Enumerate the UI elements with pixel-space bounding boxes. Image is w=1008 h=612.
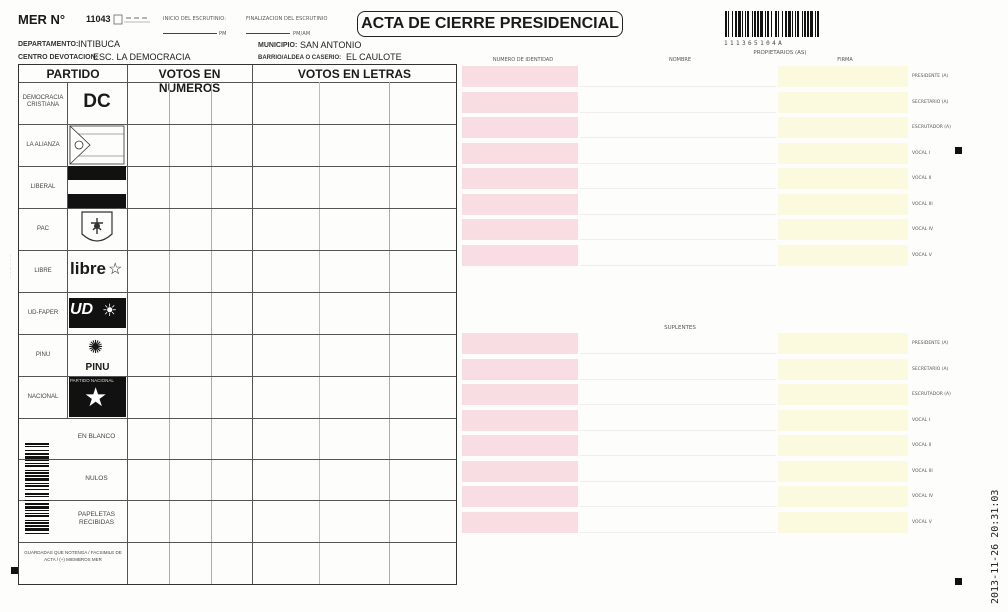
barcode-bar <box>25 478 49 481</box>
suplentes-role-label: VOCAL III <box>912 468 933 474</box>
propietarios-signature-field[interactable] <box>778 92 908 113</box>
star-icon: ☆ <box>108 261 123 278</box>
barcode-bar <box>725 11 727 37</box>
header-partido: PARTIDO <box>46 67 100 81</box>
suplentes-id-field[interactable] <box>462 359 578 380</box>
barcode-bar <box>778 11 779 37</box>
barcode-bar <box>25 463 49 464</box>
votes-letters-area[interactable] <box>253 83 456 541</box>
party-name-pac: PAC <box>37 226 49 232</box>
barcode-bar <box>810 11 813 37</box>
inicio-label: INICIO DEL ESCRUTINIO: <box>163 16 226 22</box>
barcode-bar <box>802 11 803 37</box>
barcode-bar <box>25 489 49 490</box>
propietarios-signature-field[interactable] <box>778 117 908 138</box>
barcode-bar <box>765 11 766 37</box>
registration-mark <box>955 578 962 585</box>
barcode-bar <box>25 533 49 534</box>
propietarios-role-label: PRESIDENTE (A) <box>912 74 949 79</box>
party-name-dc: DEMOCRACIA CRISTIANA <box>22 95 64 108</box>
propietarios-name-field[interactable] <box>580 143 776 164</box>
nacional-logo-text: PARTIDO NACIONAL <box>70 378 114 383</box>
propietarios-name-field[interactable] <box>580 92 776 113</box>
suplentes-name-field[interactable] <box>580 384 776 405</box>
suplentes-signature-field[interactable] <box>778 410 908 431</box>
pinu-logo-text: PINU <box>85 362 110 373</box>
propietarios-id-field[interactable] <box>462 245 578 266</box>
barcode-bar <box>25 506 49 509</box>
barcode-bar <box>757 11 759 37</box>
timestamp-text: 2013-11-26 20:31:03 <box>990 489 1001 604</box>
barcode-bar <box>25 515 49 517</box>
propietarios-name-field[interactable] <box>580 168 776 189</box>
inicio-suffix: PM <box>219 31 227 37</box>
suplentes-id-field[interactable] <box>462 512 578 533</box>
barcode-bar <box>25 520 49 521</box>
barcode-bar <box>25 500 49 501</box>
registration-mark <box>955 147 962 154</box>
suplentes-role-label: VOCAL V <box>912 519 932 525</box>
barcode-bar <box>752 11 753 37</box>
propietarios-role-label: SECRETARIO (A) <box>912 99 949 105</box>
propietarios-role-label: ESCRUTADOR (A) <box>912 125 951 130</box>
sun-icon: ☀ <box>102 301 118 320</box>
registration-mark <box>11 567 18 574</box>
barcode-bar <box>25 522 49 524</box>
barcode-bar <box>788 11 791 37</box>
party-name-alianza: LA ALIANZA <box>26 142 60 148</box>
suplentes-signature-field[interactable] <box>778 486 908 507</box>
barcode-bar <box>25 453 49 455</box>
header-votos-numeros: VOTOS EN NUMEROS <box>158 67 221 95</box>
pac-logo <box>67 208 126 250</box>
barcode-bar <box>25 493 49 495</box>
suplentes-signature-field[interactable] <box>778 435 908 456</box>
suplentes-name-field[interactable] <box>580 410 776 431</box>
emblem-icon <box>112 12 152 26</box>
col-head-id: NUMERO DE IDENTIDAD <box>492 57 554 63</box>
col-head-nombre: NOMBRE <box>668 57 692 63</box>
barcode-bar <box>25 472 49 474</box>
wheel-icon: ✺ <box>88 337 104 357</box>
ud-logo-text: UD <box>70 301 94 318</box>
final-field[interactable] <box>246 24 290 34</box>
propietarios-signature-field[interactable] <box>778 219 908 240</box>
barcode-bar <box>782 11 783 37</box>
propietarios-name-field[interactable] <box>580 194 776 215</box>
barcode-bar <box>25 443 49 445</box>
barcode-top <box>724 11 820 37</box>
propietarios-signature-field[interactable] <box>778 66 908 87</box>
side-print <box>8 190 16 280</box>
barrio-value: EL CAULOTE <box>346 52 402 62</box>
side-print-text: ·· ·· ··· ·· ·· ·· <box>8 255 13 278</box>
votes-numbers-area[interactable] <box>128 83 252 541</box>
col-head-firma: FIRMA <box>837 57 853 63</box>
suplentes-role-label: VOCAL II <box>912 443 932 448</box>
barcode-bar <box>25 446 49 447</box>
propietarios-signature-field[interactable] <box>778 143 908 164</box>
barcode-bar <box>25 465 49 467</box>
inicio-field[interactable] <box>163 24 217 34</box>
barcode-bar <box>760 11 763 37</box>
party-name-ud-faper: UD-FAPER <box>27 310 59 316</box>
suplentes-role-label: VOCAL I <box>912 417 931 423</box>
barcode-bar <box>728 11 729 37</box>
row-label-nulos: NULOS <box>85 475 108 482</box>
centro-label: CENTRO DEVOTACION: <box>18 54 98 61</box>
barcode-bar <box>817 11 819 37</box>
suplentes-id-field[interactable] <box>462 486 578 507</box>
row-label-papeletas-recibidas: PAPELETAS RECIBIDAS <box>78 511 115 526</box>
barcode-bar <box>742 11 743 37</box>
propietarios-id-field[interactable] <box>462 168 578 189</box>
party-name-pinu: PINU <box>35 352 51 358</box>
barcode-bar <box>804 11 806 37</box>
centro-value: ESC. LA DEMOCRACIA <box>93 52 191 62</box>
barcode-bar <box>815 11 816 37</box>
propietarios-role-label: VOCAL III <box>912 201 933 207</box>
header-votos-letras: VOTOS EN LETRAS <box>297 67 412 81</box>
barcode-bar <box>25 450 49 451</box>
suplentes-role-label: VOCAL IV <box>912 494 934 499</box>
barcode-bar <box>25 496 49 497</box>
barcode-bar <box>747 11 749 37</box>
barcode-bar <box>25 528 49 531</box>
barcode-digits: 111365104A <box>724 40 785 47</box>
municipio-value: SAN ANTONIO <box>300 40 362 50</box>
party-name-nacional: NACIONAL <box>27 394 59 400</box>
suplentes-id-field[interactable] <box>462 410 578 431</box>
suplentes-signature-field[interactable] <box>778 384 908 405</box>
suplentes-name-field[interactable] <box>580 359 776 380</box>
propietarios-role-label: VOCAL I <box>912 150 931 156</box>
document-title: ACTA DE CIERRE PRESIDENCIAL <box>357 11 623 37</box>
suplentes-role-label: ESCRUTADOR (A) <box>912 392 951 397</box>
departamento-label: DEPARTAMENTO: <box>18 41 79 48</box>
alianza-logo <box>67 124 126 166</box>
propietarios-role-label: VOCAL V <box>912 252 932 258</box>
propietarios-signature-field[interactable] <box>778 168 908 189</box>
barcode-bar <box>754 11 756 37</box>
party-name-liberal: LIBERAL <box>30 184 56 190</box>
liberal-logo <box>67 166 126 208</box>
row-label-miembros-mer: GUARDADAS QUE NOTENGA / FACSIMILE DE ACTA / (+) MIEMBROS MER <box>24 550 122 562</box>
propietarios-signature-field[interactable] <box>778 245 908 266</box>
municipio-label: MUNICIPIO: <box>258 42 298 49</box>
barcode-left <box>25 442 61 536</box>
suplentes-id-field[interactable] <box>462 384 578 405</box>
barcode-bar <box>25 510 49 511</box>
barcode-bar <box>25 470 49 471</box>
barcode-bar <box>25 456 49 459</box>
propietarios-signature-field[interactable] <box>778 194 908 215</box>
barcode-bar <box>25 525 49 527</box>
mer-number: 11043 <box>86 14 111 24</box>
barcode-bar <box>795 11 796 37</box>
propietarios-id-field[interactable] <box>462 92 578 113</box>
party-name-libre: LIBRE <box>34 268 52 274</box>
ud-faper-logo <box>67 292 126 334</box>
propietarios-title: PROPIETARIOS (AS) <box>753 50 807 56</box>
barcode-bar <box>25 460 49 461</box>
libre-logo <box>67 250 126 292</box>
barcode-bar <box>745 11 746 37</box>
barcode-bar <box>732 11 733 37</box>
propietarios-role-label: VOCAL II <box>912 176 932 181</box>
suplentes-name-field[interactable] <box>580 435 776 456</box>
suplentes-name-field[interactable] <box>580 486 776 507</box>
suplentes-signature-field[interactable] <box>778 461 908 482</box>
barcode-bar <box>807 11 809 37</box>
propietarios-role-label: VOCAL IV <box>912 227 934 232</box>
suplentes-id-field[interactable] <box>462 435 578 456</box>
suplentes-signature-field[interactable] <box>778 512 908 533</box>
votes-table <box>18 64 457 585</box>
barcode-bar <box>738 11 741 37</box>
suplentes-id-field[interactable] <box>462 333 578 354</box>
propietarios-name-field[interactable] <box>580 219 776 240</box>
barcode-bar <box>797 11 799 37</box>
barcode-bar <box>25 475 49 477</box>
propietarios-id-field[interactable] <box>462 219 578 240</box>
barcode-bar <box>25 483 49 484</box>
mer-label: MER N° <box>18 12 66 27</box>
suplentes-role-label: PRESIDENTE (A) <box>912 341 949 346</box>
propietarios-name-field[interactable] <box>580 66 776 87</box>
dc-logo-text: DC <box>83 91 111 112</box>
barcode-bar <box>735 11 737 37</box>
suplentes-title: SUPLENTES <box>664 325 696 331</box>
barcode-bar <box>792 11 793 37</box>
propietarios-id-field[interactable] <box>462 117 578 138</box>
propietarios-id-field[interactable] <box>462 194 578 215</box>
suplentes-name-field[interactable] <box>580 461 776 482</box>
suplentes-id-field[interactable] <box>462 461 578 482</box>
row-label-en-blanco: EN BLANCO <box>77 433 116 440</box>
final-label: FINALIZACION DEL ESCRUTINIO <box>246 16 328 22</box>
barcode-bar <box>771 11 772 37</box>
propietarios-name-field[interactable] <box>580 117 776 138</box>
barrio-label: BARRIO/ALDEA O CASERIO: <box>258 55 342 61</box>
barcode-bar <box>25 513 49 514</box>
pinu-logo <box>67 334 126 376</box>
scan-timestamp <box>990 488 1002 606</box>
nacional-logo <box>67 376 126 418</box>
suplentes-signature-field[interactable] <box>778 359 908 380</box>
barcode-bar <box>767 11 769 37</box>
barcode-bar <box>25 503 49 505</box>
suplentes-name-field[interactable] <box>580 333 776 354</box>
final-suffix: PM/AM <box>293 31 311 37</box>
suplentes-name-field[interactable] <box>580 512 776 533</box>
propietarios-name-field[interactable] <box>580 245 776 266</box>
suplentes-role-label: SECRETARIO (A) <box>912 366 949 372</box>
dc-logo <box>67 82 126 124</box>
departamento-value: INTIBUCA <box>78 39 121 49</box>
propietarios-id-field[interactable] <box>462 66 578 87</box>
barcode-bar <box>775 11 777 37</box>
star-icon: ★ <box>84 382 108 412</box>
propietarios-id-field[interactable] <box>462 143 578 164</box>
libre-logo-text: libre <box>70 259 106 278</box>
suplentes-signature-field[interactable] <box>778 333 908 354</box>
barcode-bar <box>25 485 49 487</box>
barcode-bar <box>785 11 787 37</box>
